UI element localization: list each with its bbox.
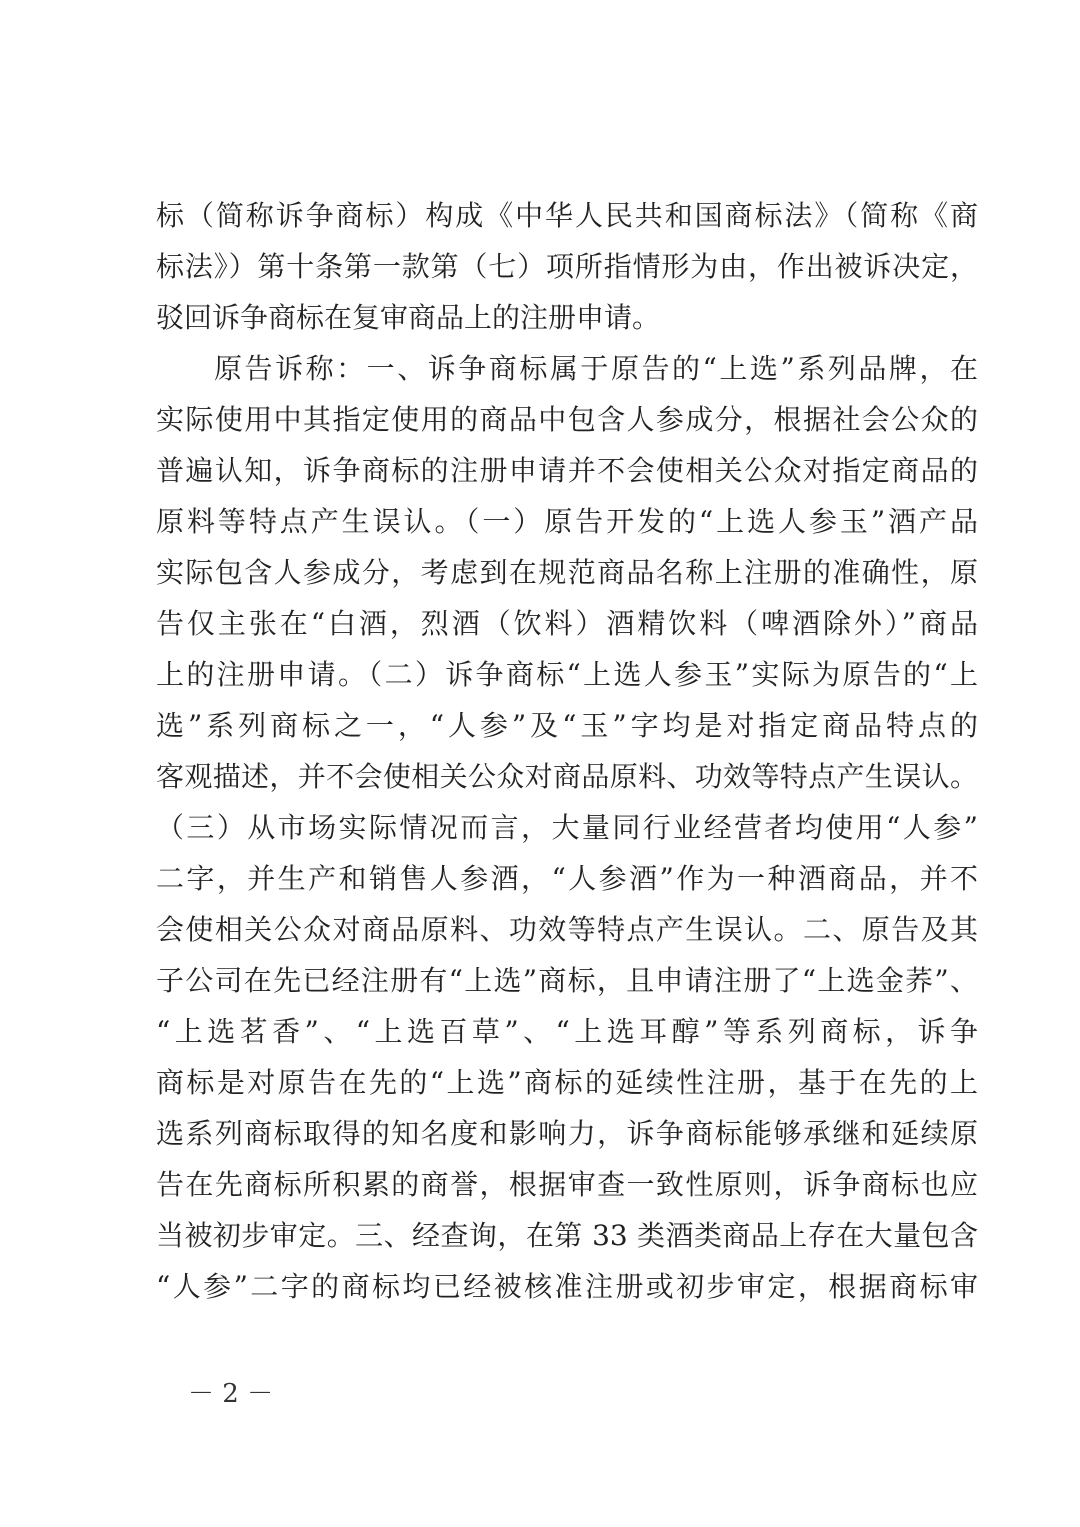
page-number: － 2 － xyxy=(188,1379,274,1409)
text-line: 客观描述，并不会使相关公众对商品原料、功效等特点产生误认。 xyxy=(156,760,978,793)
text-line: 驳回诉争商标在复审商品上的注册申请。 xyxy=(156,301,661,334)
text-line: 子公司在先已经注册有“上选”商标，且申请注册了“上选金荞”、 xyxy=(156,964,978,997)
text-line: 选系列商标取得的知名度和影响力，诉争商标能够承继和延续原 xyxy=(156,1117,978,1150)
text-line: 告在先商标所积累的商誉，根据审查一致性原则，诉争商标也应 xyxy=(156,1168,978,1201)
text-line: 原告诉称：一、诉争商标属于原告的“上选”系列品牌，在 xyxy=(214,352,978,385)
text-line: 当被初步审定。三、经查询，在第 33 类酒类商品上存在大量包含 xyxy=(156,1219,978,1252)
body-text xyxy=(156,190,978,1312)
text-line: 实际使用中其指定使用的商品中包含人参成分，根据社会公众的 xyxy=(156,403,978,436)
text-line: 普遍认知，诉争商标的注册申请并不会使相关公众对指定商品的 xyxy=(156,454,978,487)
text-line: “人参”二字的商标均已经被核准注册或初步审定，根据商标审 xyxy=(156,1270,978,1303)
text-line: “上选茗香”、“上选百草”、“上选耳醇”等系列商标，诉争 xyxy=(156,1015,978,1048)
text-line: 选”系列商标之一，“人参”及“玉”字均是对指定商品特点的 xyxy=(156,709,978,742)
text-line: 商标是对原告在先的“上选”商标的延续性注册，基于在先的上 xyxy=(156,1066,978,1099)
text-line: 标（简称诉争商标）构成《中华人民共和国商标法》（简称《商 xyxy=(156,199,978,232)
text-line: 原料等特点产生误认。（一）原告开发的“上选人参玉”酒产品 xyxy=(156,505,978,538)
text-line: 标法》）第十条第一款第（七）项所指情形为由，作出被诉决定， xyxy=(156,250,978,283)
text-line: 会使相关公众对商品原料、功效等特点产生误认。二、原告及其 xyxy=(156,913,978,946)
text-line: （三）从市场实际情况而言，大量同行业经营者均使用“人参” xyxy=(156,811,978,844)
text-line: 二字，并生产和销售人参酒，“人参酒”作为一种酒商品，并不 xyxy=(156,862,978,895)
text-line: 上的注册申请。（二）诉争商标“上选人参玉”实际为原告的“上 xyxy=(156,658,978,691)
text-line: 实际包含人参成分，考虑到在规范商品名称上注册的准确性，原 xyxy=(156,556,978,589)
text-line: 告仅主张在“白酒，烈酒（饮料）酒精饮料（啤酒除外）”商品 xyxy=(156,607,978,640)
